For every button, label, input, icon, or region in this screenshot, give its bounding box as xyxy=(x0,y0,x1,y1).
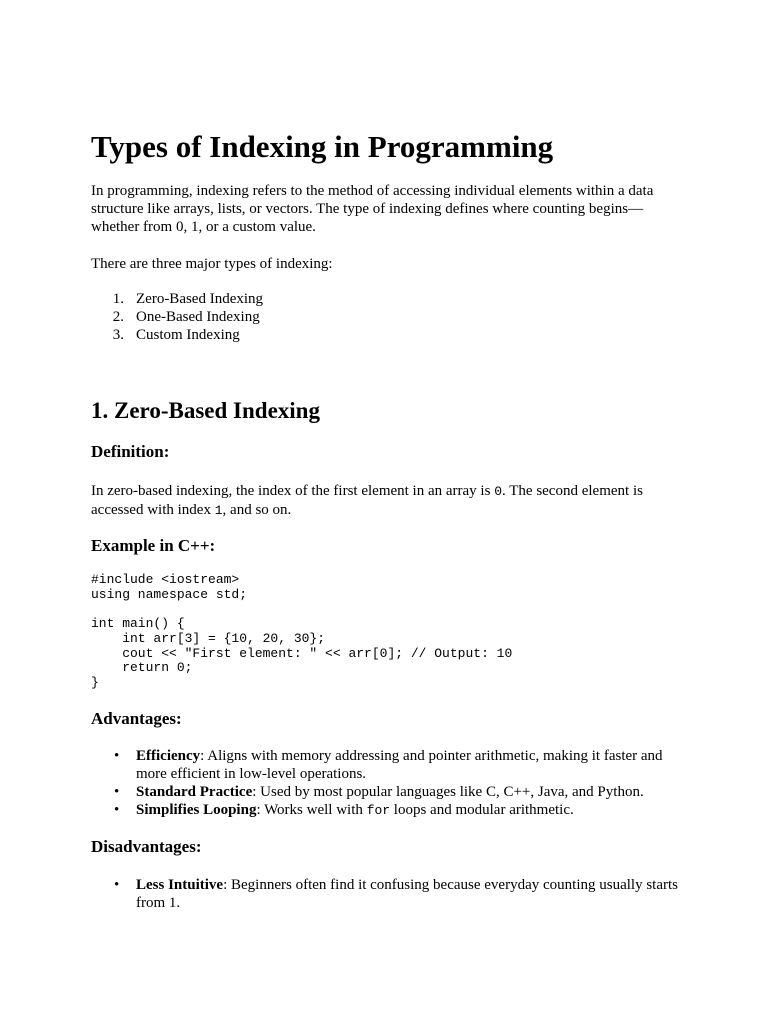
list-number: 3. xyxy=(112,327,124,343)
definition-heading: Definition: xyxy=(91,442,170,461)
definition-paragraph xyxy=(91,482,671,520)
list-item xyxy=(91,783,681,801)
list-item-text: : Works well with xyxy=(256,802,367,818)
list-item-label: Zero-Based Indexing xyxy=(136,291,264,307)
disadvantages-list xyxy=(91,876,681,912)
list-item-text: : Aligns with memory addressing and pointer arithmetic, making it faster and more efficient in low-level operations. xyxy=(136,748,663,782)
list-item-term: Less Intuitive xyxy=(136,877,224,893)
definition-text: In zero-based indexing, the index of the first element in an array is xyxy=(91,483,495,499)
advantages-list xyxy=(91,747,681,820)
list-item-term: Standard Practice xyxy=(136,784,253,800)
intro-paragraph: In programming, indexing refers to the method of accessing individual elements within a data structure like arrays, lists, or vectors. The type of indexing defines where counting begins—whether from 0, 1, or a custom value. xyxy=(91,183,654,235)
list-number: 2. xyxy=(112,309,124,325)
list-item xyxy=(91,308,681,326)
list-item xyxy=(91,747,681,783)
bullet-icon: • xyxy=(114,784,120,800)
list-item xyxy=(91,876,681,912)
types-intro-paragraph: There are three major types of indexing: xyxy=(91,256,333,272)
section-heading-zero-based: 1. Zero-Based Indexing xyxy=(91,398,320,423)
definition-text: , and so on. xyxy=(222,502,292,518)
list-item-text: : Beginners often find it confusing because everyday counting usually starts from 1. xyxy=(136,877,678,911)
list-item xyxy=(91,801,681,820)
page-title: Types of Indexing in Programming xyxy=(91,129,554,164)
list-item-label: One-Based Indexing xyxy=(136,309,260,325)
advantages-heading: Advantages: xyxy=(91,709,182,728)
list-item-text: loops and modular arithmetic. xyxy=(390,802,574,818)
example-heading: Example in C++: xyxy=(91,536,216,555)
list-item-text: : Used by most popular languages like C, C++, Java, and Python. xyxy=(252,784,644,800)
list-item-label: Custom Indexing xyxy=(136,327,240,343)
inline-code: 1 xyxy=(214,503,223,518)
list-number: 1. xyxy=(112,291,124,307)
list-item-term: Simplifies Looping xyxy=(136,802,257,818)
inline-code: for xyxy=(366,803,391,818)
list-item xyxy=(91,290,681,308)
definition-text: . The second element is accessed with index xyxy=(91,483,643,518)
bullet-icon: • xyxy=(114,802,120,818)
bullet-icon: • xyxy=(114,877,120,893)
bullet-icon: • xyxy=(114,748,120,764)
types-list xyxy=(91,290,681,344)
code-block: #include <iostream> using namespace std; int main() { int arr[3] = {10, 20, 30}; cout << "First element: " << arr[0]; // Output: 10 return 0; } xyxy=(91,572,513,690)
inline-code: 0 xyxy=(494,484,503,499)
disadvantages-heading: Disadvantages: xyxy=(91,837,202,856)
list-item xyxy=(91,326,681,344)
list-item-term: Efficiency xyxy=(136,748,201,764)
